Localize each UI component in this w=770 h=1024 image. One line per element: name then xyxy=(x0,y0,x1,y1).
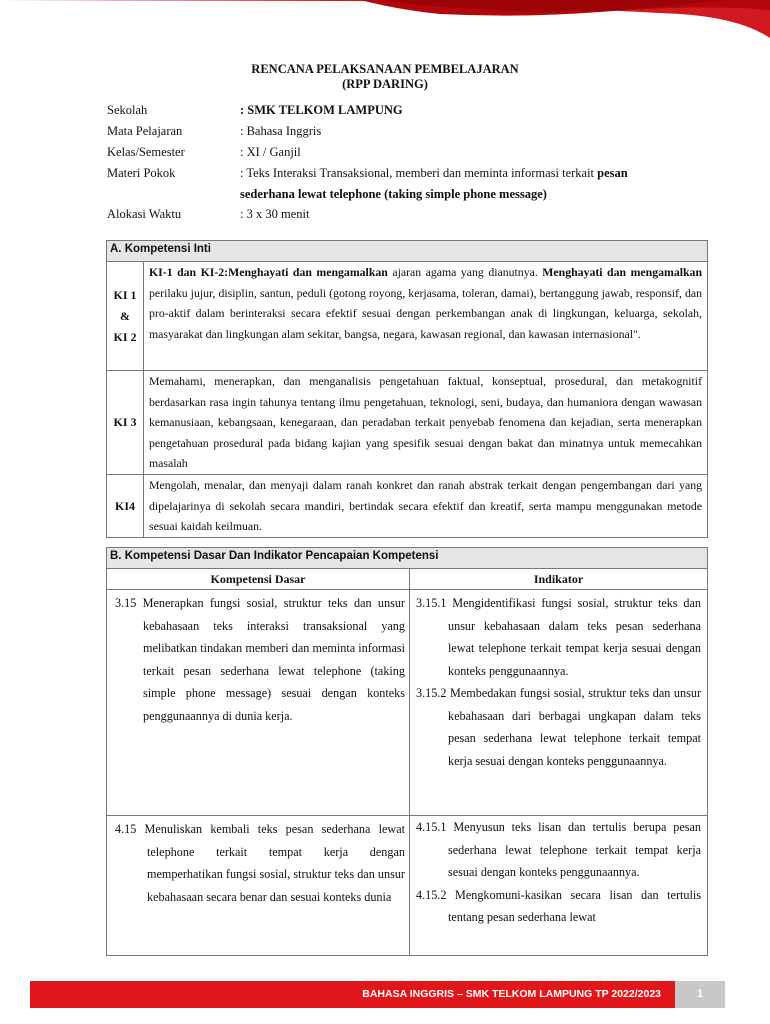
indikator-4-15-1: 4.15.1 Menyusun teks lisan dan tertulis berupa pesan sederhana lewat telephone terkait tempat kerja sesuai dengan konteks penggunaannya. xyxy=(416,820,702,879)
indikator-3-15-1: 3.15.1 Mengidentifikasi fungsi sosial, struktur teks dan unsur kebahasaan dalam teks pesan sederhana lewat telephone terkait tempat kerja sesuai dengan konteks penggunaannya. xyxy=(416,596,702,678)
ki12-label xyxy=(107,262,144,371)
ki12-label-a: KI 1 xyxy=(113,287,137,302)
ki4-text: Mengolah, menalar, dan menyaji dalam ranah konkret dan ranah abstrak terkait dengan pengembangan dari yang dipelajarinya di sekolah secara mandiri, bertindak secara efektif dan kreatif, serta mampu menggunakan metode sesuai kaidah keilmuan. xyxy=(144,475,708,538)
alokasi-value: : 3 x 30 menit xyxy=(240,207,310,221)
materi-value-line-2: sederhana lewat telephone (taking simple phone message) xyxy=(240,187,547,201)
kelas-value: : XI / Ganjil xyxy=(240,145,301,159)
mapel-label: Mata Pelajaran xyxy=(107,124,183,138)
kompetensi-inti-title: A. Kompetensi Inti xyxy=(107,241,708,262)
document-subtitle: (RPP DARING) xyxy=(342,77,428,91)
sekolah-label: Sekolah xyxy=(107,103,148,117)
document-title: RENCANA PELAKSANAAN PEMBELAJARAN xyxy=(251,62,519,76)
ki12-label-b: & xyxy=(120,308,130,323)
kd-4-15-cell xyxy=(107,816,410,956)
kompetensi-dasar-title: B. Kompetensi Dasar Dan Indikator Pencapaian Kompetensi xyxy=(107,548,708,569)
indikator-3-15-cell xyxy=(410,590,708,816)
ki4-label: KI4 xyxy=(107,475,144,538)
kompetensi-inti-table xyxy=(106,240,708,538)
kelas-label: Kelas/Semester xyxy=(107,145,185,159)
page-number: 1 xyxy=(696,988,704,1000)
ki12-text xyxy=(144,262,708,371)
ki3-text: Memahami, menerapkan, dan menganalisis pengetahuan faktual, konseptual, prosedural, dan metakognitif berdasarkan rasa ingin tahunya tentang ilmu pengetahuan, teknologi, seni, budaya, dan humaniora dengan wawasan kemanusiaan, kebangsaan, kenegaraan, dan peradaban terkait penyebab fenomena dan kejadian, serta menerapkan pengetahuan prosedural pada bidang kajian yang spesifik sesuai dengan bakat dan minatnya untuk memecahkan masalah xyxy=(144,371,708,475)
indikator-3-15-2: 3.15.2 Membedakan fungsi sosial, struktur teks dan unsur kebahasaan dari berbagai ungkapan dalam teks pesan sederhana lewat telephone terkait tempat kerja sesuai dengan konteks penggunaannya. xyxy=(416,686,702,768)
page-footer xyxy=(30,981,725,1008)
column-header-kd: Kompetensi Dasar xyxy=(107,569,410,590)
materi-label: Materi Pokok xyxy=(107,166,176,180)
ki12-text-2: perilaku jujur, disiplin, santun, peduli (gotong royong, kerjasama, toleran, damai), bertanggung jawab, responsif, dan pro-aktif dalam berinteraksi secara efektif sesuai dengan perkembangan anak di lingkungan, keluarga, sekolah, masyarakat dan lingkungan alam sekitar, bangsa, negara, kawasan regional, dan kawasan internasional". xyxy=(149,285,703,341)
kd-3-15-cell xyxy=(107,590,410,816)
materi-value-bold: pesan xyxy=(597,166,628,180)
footer-text: BAHASA INGGRIS – SMK TELKOM LAMPUNG TP 2022/2023 xyxy=(362,988,661,1000)
kd-4-15-text: 4.15 Menuliskan kembali teks pesan sederhana lewat telephone terkait tempat kerja dengan memperhatikan fungsi sosial, struktur teks dan unsur kebahasaan secara benar dan sesuai konteks dunia xyxy=(115,822,405,904)
materi-value-text: : Teks Interaksi Transaksional, memberi dan meminta informasi terkait xyxy=(240,166,598,180)
page-number-box xyxy=(675,981,725,1008)
ki12-label-c: KI 2 xyxy=(113,329,137,344)
column-header-indikator: Indikator xyxy=(410,569,708,590)
ki12-bold-2: Menghayati dan mengamalkan xyxy=(542,265,703,279)
kd-3-15-text: 3.15 Menerapkan fungsi sosial, struktur teks dan unsur kebahasaan teks interaksi transaksional yang melibatkan tindakan memberi dan meminta informasi terkait pesan sederhana lewat telephone (taking simple phone message) sesuai dengan konteks penggunaannya di dunia kerja. xyxy=(115,596,405,723)
alokasi-label: Alokasi Waktu xyxy=(107,207,182,221)
indikator-4-15-cell xyxy=(410,816,708,956)
materi-value-line-1 xyxy=(240,166,628,181)
mapel-value: : Bahasa Inggris xyxy=(240,124,322,138)
footer-bar xyxy=(30,981,675,1008)
ki12-text-1: ajaran agama yang dianutnya. xyxy=(387,265,543,279)
ki3-label: KI 3 xyxy=(107,371,144,475)
indikator-4-15-2: 4.15.2 Mengkomuni-kasikan secara lisan dan tertulis tentang pesan sederhana lewat xyxy=(416,887,702,924)
sekolah-value: : SMK TELKOM LAMPUNG xyxy=(240,103,403,117)
top-red-band xyxy=(0,0,770,40)
ki12-bold-1: KI-1 dan KI-2:Menghayati dan mengamalkan xyxy=(149,265,388,279)
kompetensi-dasar-table xyxy=(106,547,708,956)
